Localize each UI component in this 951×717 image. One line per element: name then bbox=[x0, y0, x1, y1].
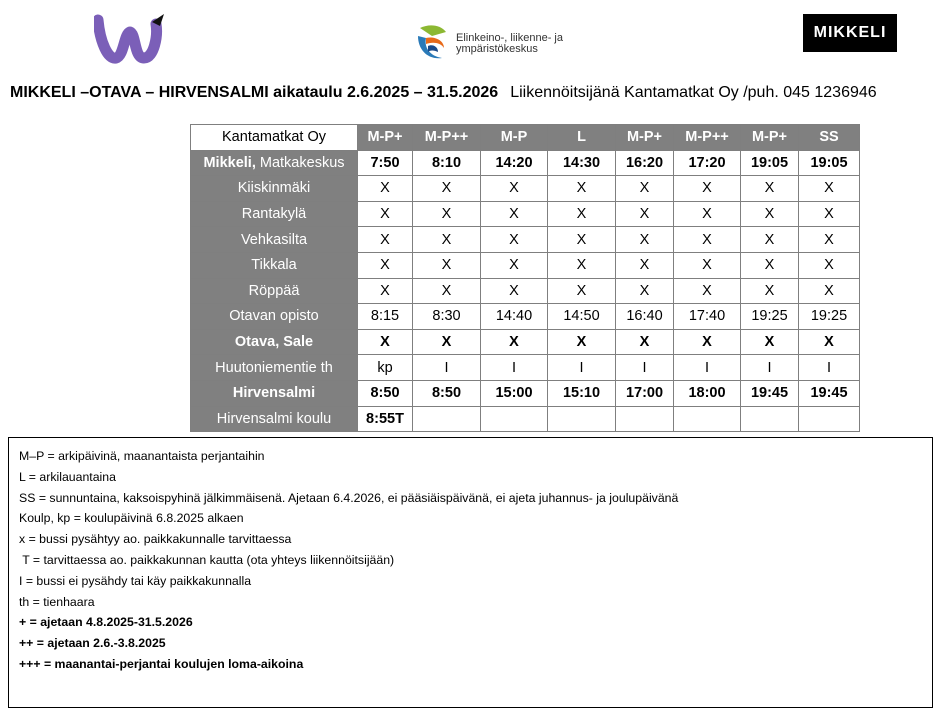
operator-label: Kantamatkat Oy bbox=[191, 125, 358, 151]
timetable-body bbox=[191, 150, 860, 432]
time-cell: 17:40 bbox=[674, 304, 741, 330]
stop-name bbox=[191, 304, 358, 330]
time-cell bbox=[741, 406, 799, 432]
legend-line: SS = sunnuntaina, kaksoispyhinä jälkimmäisenä. Ajetaan 6.4.2026, ei pääsiäispäivänä, ei ajeta juhannus- ja joulupäivänä bbox=[19, 490, 679, 505]
time-cell: 8:10 bbox=[413, 150, 481, 176]
time-cell: X bbox=[616, 227, 674, 253]
time-cell bbox=[674, 406, 741, 432]
time-cell: X bbox=[674, 176, 741, 202]
time-cell: X bbox=[674, 227, 741, 253]
stop-name bbox=[191, 380, 358, 406]
time-cell: 8:55T bbox=[358, 406, 413, 432]
time-cell: X bbox=[741, 278, 799, 304]
time-cell: 19:45 bbox=[741, 380, 799, 406]
time-cell: X bbox=[358, 227, 413, 253]
time-cell: I bbox=[674, 355, 741, 381]
time-cell: 15:00 bbox=[481, 380, 548, 406]
time-cell: X bbox=[674, 278, 741, 304]
table-row bbox=[191, 329, 860, 355]
time-cell: 19:25 bbox=[799, 304, 860, 330]
ely-logo-text bbox=[456, 33, 563, 55]
stop-label: Vehkasilta bbox=[240, 231, 308, 248]
legend-line: x = bussi pysähtyy ao. paikkakunnalle tarvittaessa bbox=[19, 532, 292, 547]
service-header: M-P+ bbox=[741, 125, 799, 151]
legend-line: +++ = maanantai-perjantai koulujen loma-aikoina bbox=[19, 656, 304, 671]
ely-logo-icon bbox=[414, 22, 452, 67]
time-cell: I bbox=[481, 355, 548, 381]
time-cell: X bbox=[358, 278, 413, 304]
time-cell: X bbox=[548, 329, 616, 355]
time-cell: X bbox=[481, 252, 548, 278]
stop-name bbox=[191, 252, 358, 278]
time-cell: X bbox=[358, 329, 413, 355]
stop-name bbox=[191, 227, 358, 253]
time-cell: X bbox=[741, 201, 799, 227]
time-cell: X bbox=[413, 278, 481, 304]
legend-line: T = tarvittaessa ao. paikkakunnan kautta (ota yhteys liikennöitsijään) bbox=[19, 552, 395, 567]
time-cell: X bbox=[548, 278, 616, 304]
time-cell: X bbox=[413, 227, 481, 253]
time-cell: 17:00 bbox=[616, 380, 674, 406]
time-cell: X bbox=[481, 176, 548, 202]
time-cell: kp bbox=[358, 355, 413, 381]
stop-label-suffix: Matkakeskus bbox=[255, 154, 345, 171]
route-title: MIKKELI –OTAVA – HIRVENSALMI aikataulu 2.6.2025 – 31.5.2026 bbox=[10, 84, 499, 101]
time-cell: 16:20 bbox=[616, 150, 674, 176]
stop-label: Kiiskinmäki bbox=[237, 180, 311, 197]
time-cell: X bbox=[799, 227, 860, 253]
time-cell: X bbox=[481, 227, 548, 253]
stop-name bbox=[191, 329, 358, 355]
time-cell: X bbox=[358, 201, 413, 227]
time-cell: X bbox=[799, 201, 860, 227]
time-cell: X bbox=[741, 329, 799, 355]
service-header: M-P+ bbox=[616, 125, 674, 151]
time-cell: X bbox=[616, 176, 674, 202]
w-logo-icon bbox=[94, 12, 166, 64]
ely-line-2: ympäristökeskus bbox=[456, 43, 538, 55]
legend-line: + = ajetaan 4.8.2025-31.5.2026 bbox=[19, 615, 193, 630]
time-cell bbox=[799, 406, 860, 432]
stop-name bbox=[191, 150, 358, 176]
time-cell: I bbox=[616, 355, 674, 381]
time-cell: X bbox=[741, 176, 799, 202]
table-row bbox=[191, 304, 860, 330]
time-cell: 7:50 bbox=[358, 150, 413, 176]
time-cell: X bbox=[616, 252, 674, 278]
time-cell: I bbox=[548, 355, 616, 381]
time-cell bbox=[481, 406, 548, 432]
stop-label: Hirvensalmi koulu bbox=[216, 410, 332, 427]
time-cell: 14:50 bbox=[548, 304, 616, 330]
time-cell: 19:05 bbox=[799, 150, 860, 176]
time-cell: X bbox=[799, 252, 860, 278]
time-cell: 14:40 bbox=[481, 304, 548, 330]
time-cell: X bbox=[481, 329, 548, 355]
table-row bbox=[191, 406, 860, 432]
mikkeli-logo: MIKKELI bbox=[803, 14, 897, 52]
time-cell: X bbox=[413, 201, 481, 227]
table-row bbox=[191, 252, 860, 278]
time-cell: X bbox=[548, 201, 616, 227]
time-cell: X bbox=[616, 278, 674, 304]
time-cell: X bbox=[741, 227, 799, 253]
stop-name bbox=[191, 176, 358, 202]
time-cell: X bbox=[799, 176, 860, 202]
time-cell: X bbox=[616, 329, 674, 355]
service-header-row bbox=[191, 125, 860, 151]
service-header: SS bbox=[799, 125, 860, 151]
service-header: M-P bbox=[481, 125, 548, 151]
legend-line: th = tienhaara bbox=[19, 594, 95, 609]
time-cell: X bbox=[413, 252, 481, 278]
stop-label: Huutoniementie th bbox=[215, 359, 333, 376]
time-cell: 19:05 bbox=[741, 150, 799, 176]
table-row bbox=[191, 380, 860, 406]
time-cell: X bbox=[799, 329, 860, 355]
time-cell: 8:15 bbox=[358, 304, 413, 330]
time-cell: X bbox=[358, 176, 413, 202]
table-row bbox=[191, 227, 860, 253]
legend-line: I = bussi ei pysähdy tai käy paikkakunnalla bbox=[19, 573, 252, 588]
ely-logo bbox=[414, 22, 584, 66]
stop-name bbox=[191, 355, 358, 381]
legend-line: ++ = ajetaan 2.6.-3.8.2025 bbox=[19, 636, 166, 651]
operator-info: Liikennöitsijänä Kantamatkat Oy /puh. 045 1236946 bbox=[510, 84, 877, 101]
stop-label: Otava, Sale bbox=[234, 334, 314, 351]
time-cell bbox=[616, 406, 674, 432]
time-cell: X bbox=[413, 329, 481, 355]
service-header: M-P++ bbox=[674, 125, 741, 151]
stop-label: Röppää bbox=[248, 282, 300, 299]
time-cell: X bbox=[674, 252, 741, 278]
time-cell: 8:50 bbox=[358, 380, 413, 406]
stop-name bbox=[191, 201, 358, 227]
legend-line: M–P = arkipäivinä, maanantaista perjantaihin bbox=[19, 449, 265, 463]
legend-line: Koulp, kp = koulupäivinä 6.8.2025 alkaen bbox=[19, 511, 244, 526]
table-row bbox=[191, 176, 860, 202]
time-cell: 18:00 bbox=[674, 380, 741, 406]
timetable bbox=[190, 124, 860, 432]
time-cell: X bbox=[741, 252, 799, 278]
table-row bbox=[191, 355, 860, 381]
legend-line: L = arkilauantaina bbox=[19, 469, 116, 484]
table-row bbox=[191, 278, 860, 304]
time-cell: X bbox=[799, 278, 860, 304]
stop-label: Hirvensalmi bbox=[232, 385, 316, 402]
service-header: M-P++ bbox=[413, 125, 481, 151]
time-cell: 14:30 bbox=[548, 150, 616, 176]
time-cell bbox=[413, 406, 481, 432]
time-cell: I bbox=[741, 355, 799, 381]
time-cell: X bbox=[548, 252, 616, 278]
time-cell: 17:20 bbox=[674, 150, 741, 176]
time-cell: X bbox=[548, 176, 616, 202]
legend-box bbox=[8, 437, 933, 708]
time-cell: I bbox=[799, 355, 860, 381]
stop-label: Otavan opisto bbox=[229, 308, 319, 325]
time-cell: X bbox=[481, 201, 548, 227]
time-cell: 8:30 bbox=[413, 304, 481, 330]
stop-name bbox=[191, 278, 358, 304]
page-title bbox=[10, 84, 877, 102]
time-cell: 8:50 bbox=[413, 380, 481, 406]
stop-name bbox=[191, 406, 358, 432]
time-cell: 14:20 bbox=[481, 150, 548, 176]
time-cell bbox=[548, 406, 616, 432]
time-cell: 19:25 bbox=[741, 304, 799, 330]
stop-label: Mikkeli, bbox=[203, 154, 256, 171]
time-cell: X bbox=[358, 252, 413, 278]
time-cell: I bbox=[413, 355, 481, 381]
ely-line-1: Elinkeino-, liikenne- ja bbox=[456, 32, 563, 44]
time-cell: X bbox=[674, 329, 741, 355]
table-row bbox=[191, 201, 860, 227]
stop-label: Tikkala bbox=[251, 257, 297, 274]
time-cell: X bbox=[616, 201, 674, 227]
time-cell: 16:40 bbox=[616, 304, 674, 330]
service-header: L bbox=[548, 125, 616, 151]
stop-label: Rantakylä bbox=[241, 206, 307, 223]
time-cell: 19:45 bbox=[799, 380, 860, 406]
table-row bbox=[191, 150, 860, 176]
time-cell: X bbox=[481, 278, 548, 304]
service-header: M-P+ bbox=[358, 125, 413, 151]
time-cell: X bbox=[548, 227, 616, 253]
time-cell: 15:10 bbox=[548, 380, 616, 406]
time-cell: X bbox=[674, 201, 741, 227]
time-cell: X bbox=[413, 176, 481, 202]
